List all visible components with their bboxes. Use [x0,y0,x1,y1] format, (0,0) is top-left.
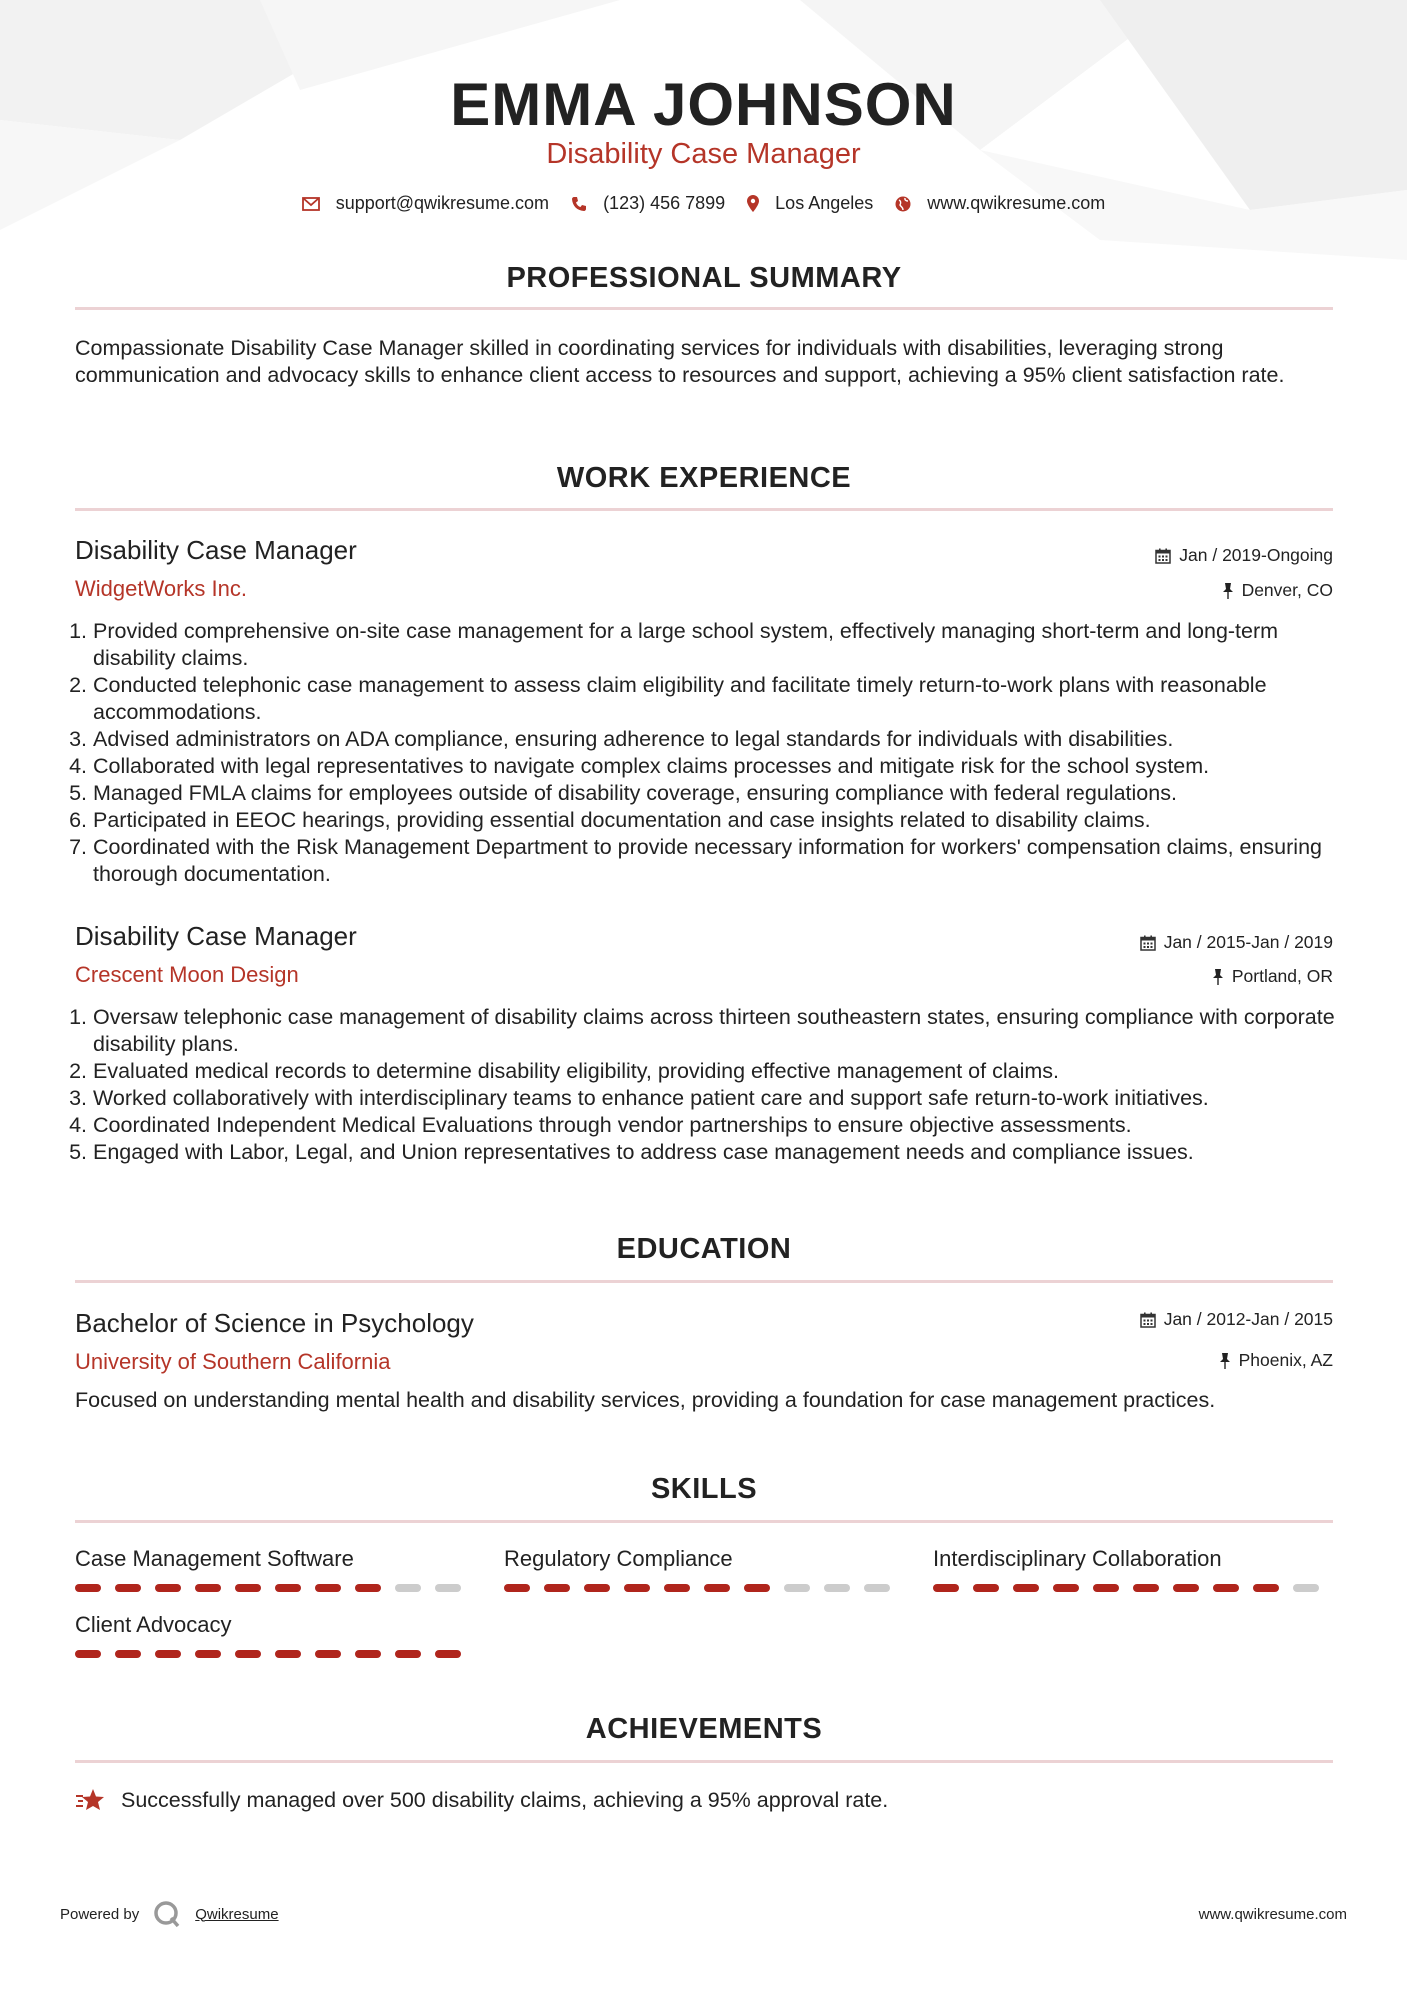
education-school: University of Southern California [75,1349,391,1374]
achievement-item [75,1787,888,1813]
skill-level-meter [75,1584,475,1592]
skill-dash-empty [864,1584,890,1592]
education-divider [75,1280,1333,1283]
candidate-title: Disability Case Manager [546,138,861,170]
contact-website-text: www.qwikresume.com [927,193,1106,213]
skill-dash-filled [435,1650,461,1658]
skill-dash-filled [235,1650,261,1658]
job-2-dates [1140,932,1333,953]
education-location [1219,1350,1333,1371]
education-heading: EDUCATION [616,1233,792,1265]
skill-dash-empty [395,1584,421,1592]
calendar-icon [1155,548,1171,564]
summary-text: Compassionate Disability Case Manager skilled in coordinating services for individuals with disabilities, leveraging strong communication and advocacy skills to enhance client access to resources and support, achieving a 95% client satisfaction rate. [75,336,1285,387]
skill-dash-empty [1293,1584,1319,1592]
skill-dash-filled [315,1650,341,1658]
list-item: 2. Conducted telephonic case management to assess claim eligibility and facilitate timely return-to-work plans with reasonable accommodations. [93,672,1353,726]
list-item: 2. Evaluated medical records to determine disability eligibility, providing effective management of claims. [93,1058,1353,1085]
list-item: 7. Coordinated with the Risk Management Department to provide necessary information for workers' compensation claims, ensuring thorough documentation. [93,834,1353,888]
skill-name: Case Management Software [75,1546,354,1571]
skill-dash-filled [1133,1584,1159,1592]
skill-dash-filled [624,1584,650,1592]
skill-level-meter [933,1584,1333,1592]
list-item: 5. Engaged with Labor, Legal, and Union representatives to address case management needs and compliance issues. [93,1139,1353,1166]
skill-level-meter [75,1650,475,1658]
skill-dash-filled [315,1584,341,1592]
skill-dash-empty [435,1584,461,1592]
skill-dash-filled [235,1584,261,1592]
skill-dash-filled [75,1584,101,1592]
job-2-dates-text: Jan / 2015-Jan / 2019 [1163,932,1333,952]
job-2-title: Disability Case Manager [75,921,357,951]
skill-name: Regulatory Compliance [504,1546,733,1571]
contact-bar [0,193,1407,214]
skill-dash-filled [1053,1584,1079,1592]
list-item: 3. Advised administrators on ADA compliance, ensuring adherence to legal standards for individuals with disabilities. [93,726,1353,753]
skill-dash-filled [544,1584,570,1592]
skill-item [75,1546,475,1592]
skill-dash-filled [395,1650,421,1658]
skill-dash-filled [973,1584,999,1592]
skill-dash-filled [355,1584,381,1592]
contact-email[interactable] [302,193,549,214]
skill-dash-filled [744,1584,770,1592]
calendar-icon [1140,935,1156,951]
list-item: 1. Provided comprehensive on-site case management for a large school system, effectively managing short-term and long-term disability claims. [93,618,1353,672]
skill-dash-filled [155,1650,181,1658]
education-description: Focused on understanding mental health and disability services, providing a foundation for case management practices. [75,1388,1216,1412]
job-1-location-text: Denver, CO [1241,580,1333,600]
contact-phone[interactable] [571,193,725,214]
education-degree: Bachelor of Science in Psychology [75,1308,474,1338]
skills-heading: SKILLS [650,1473,758,1505]
phone-icon [571,196,587,212]
skill-dash-filled [664,1584,690,1592]
skill-item [933,1546,1333,1592]
skill-dash-filled [584,1584,610,1592]
education-location-text: Phoenix, AZ [1238,1350,1333,1370]
contact-phone-text: (123) 456 7899 [603,193,726,213]
skill-dash-filled [275,1584,301,1592]
list-item: 3. Worked collaboratively with interdisciplinary teams to enhance patient care and support safe return-to-work initiatives. [93,1085,1353,1112]
skill-dash-filled [1013,1584,1039,1592]
pushpin-icon [1219,1353,1231,1369]
contact-email-text: support@qwikresume.com [335,193,550,213]
achievements-heading: ACHIEVEMENTS [585,1713,823,1745]
skill-dash-filled [115,1584,141,1592]
list-item: 5. Managed FMLA claims for employees outside of disability coverage, ensuring compliance with federal regulations. [93,780,1353,807]
star-award-icon [75,1787,107,1813]
job-2-responsibilities [75,1004,1353,1166]
skill-item [75,1612,475,1658]
experience-heading: WORK EXPERIENCE [556,462,852,494]
skill-dash-filled [1253,1584,1279,1592]
candidate-name: EMMA JOHNSON [450,71,957,138]
skill-item [504,1546,904,1592]
education-dates [1140,1309,1333,1330]
skill-dash-filled [115,1650,141,1658]
list-item: 4. Collaborated with legal representatives to navigate complex claims processes and mitigate risk for the school system. [93,753,1353,780]
skill-dash-filled [195,1584,221,1592]
contact-location [747,193,873,214]
job-1-title: Disability Case Manager [75,535,357,565]
pushpin-icon [1222,583,1234,599]
pushpin-icon [1212,969,1224,985]
education-dates-text: Jan / 2012-Jan / 2015 [1163,1309,1333,1329]
skill-dash-filled [1173,1584,1199,1592]
footer-powered-by [60,1900,279,1928]
skill-name: Client Advocacy [75,1612,232,1637]
job-1-responsibilities [75,618,1353,888]
contact-website[interactable] [895,193,1105,214]
skill-dash-filled [704,1584,730,1592]
footer-website[interactable]: www.qwikresume.com [1198,1906,1347,1923]
job-2-company: Crescent Moon Design [75,962,299,987]
achievements-divider [75,1760,1333,1763]
skill-dash-filled [75,1650,101,1658]
summary-heading: PROFESSIONAL SUMMARY [506,262,902,294]
list-item: 1. Oversaw telephonic case management of disability claims across thirteen southeastern states, ensuring compliance with corporate disability plans. [93,1004,1353,1058]
job-1-dates [1155,545,1333,566]
list-item: 6. Participated in EEOC hearings, providing essential documentation and case insights related to disability claims. [93,807,1353,834]
achievement-text: Successfully managed over 500 disability claims, achieving a 95% approval rate. [121,1787,889,1812]
globe-icon [895,196,911,212]
qwikresume-brand-link[interactable]: Qwikresume [195,1905,279,1923]
job-2-location [1212,966,1333,987]
skill-dash-filled [155,1584,181,1592]
skill-dash-filled [1093,1584,1119,1592]
skill-name: Interdisciplinary Collaboration [933,1546,1222,1571]
job-1-company: WidgetWorks Inc. [75,576,247,601]
skill-dash-filled [933,1584,959,1592]
skill-dash-filled [275,1650,301,1658]
contact-location-text: Los Angeles [775,193,874,213]
map-pin-icon [747,195,759,212]
summary-divider [75,307,1333,310]
skill-dash-empty [784,1584,810,1592]
experience-divider [75,508,1333,511]
job-1-location [1222,580,1333,601]
calendar-icon [1140,1312,1156,1328]
skill-dash-filled [1213,1584,1239,1592]
powered-by-label: Powered by [60,1905,140,1923]
skill-dash-filled [355,1650,381,1658]
skills-divider [75,1520,1333,1523]
skill-dash-filled [504,1584,530,1592]
qwikresume-logo-icon [153,1900,181,1928]
skill-level-meter [504,1584,904,1592]
job-2-location-text: Portland, OR [1231,966,1333,986]
list-item: 4. Coordinated Independent Medical Evaluations through vendor partnerships to ensure objective assessments. [93,1112,1353,1139]
job-1-dates-text: Jan / 2019-Ongoing [1179,545,1333,565]
skill-dash-filled [195,1650,221,1658]
envelope-icon [302,197,320,211]
skill-dash-empty [824,1584,850,1592]
